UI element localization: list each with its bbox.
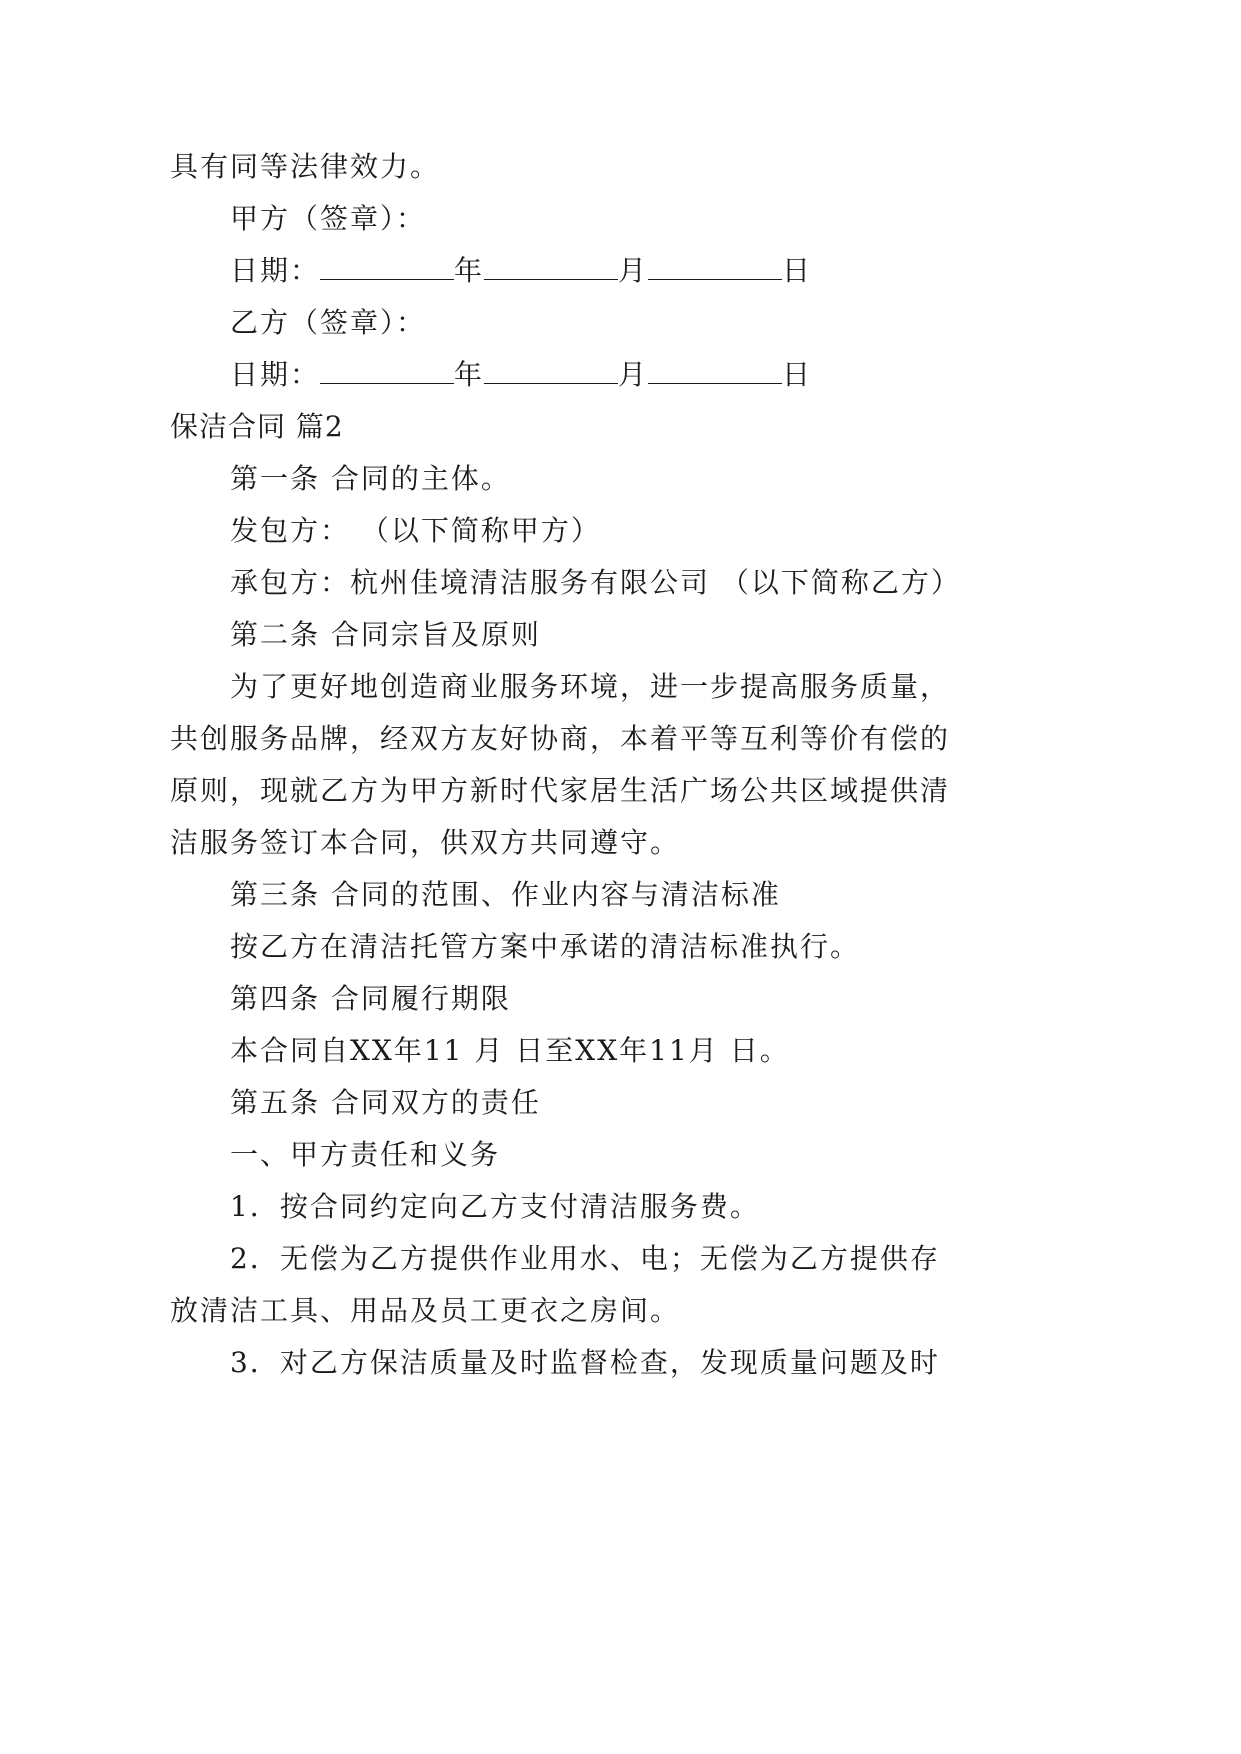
paragraph-line: 本合同自XX年11 月 日至XX年11月 日。 xyxy=(230,1034,790,1067)
year-label: 年 xyxy=(454,254,485,287)
date-label: 日期： xyxy=(230,254,321,287)
list-item: 1．按合同约定向乙方支付清洁服务费。 xyxy=(230,1190,760,1223)
subsection-heading: 一、甲方责任和义务 xyxy=(230,1138,501,1171)
month-blank xyxy=(484,255,618,280)
paragraph-line: 为了更好地创造商业服务环境，进一步提高服务质量， xyxy=(230,670,951,703)
paragraph-line: 洁服务签订本合同，供双方共同遵守。 xyxy=(170,826,681,859)
section-title: 保洁合同 篇2 xyxy=(170,410,344,443)
paragraph-line: 承包方：杭州佳境清洁服务有限公司 （以下简称乙方） xyxy=(230,566,961,599)
paragraph-line: 发包方： （以下简称甲方） xyxy=(230,514,601,547)
list-item: 2．无偿为乙方提供作业用水、电；无偿为乙方提供存 xyxy=(230,1242,940,1275)
date-label: 日期： xyxy=(230,358,321,391)
party-b-date-line xyxy=(230,358,812,392)
party-b-signature-label: 乙方（签章）： xyxy=(230,306,427,339)
article-heading: 第四条 合同履行期限 xyxy=(230,982,511,1015)
paragraph-line: 放清洁工具、用品及员工更衣之房间。 xyxy=(170,1294,681,1327)
month-label: 月 xyxy=(618,358,649,391)
paragraph-line: 按乙方在清洁托管方案中承诺的清洁标准执行。 xyxy=(230,930,861,963)
party-a-signature-label: 甲方（签章）： xyxy=(230,202,427,235)
year-blank xyxy=(320,359,454,384)
day-blank xyxy=(648,255,782,280)
article-heading: 第五条 合同双方的责任 xyxy=(230,1086,541,1119)
paragraph-line: 具有同等法律效力。 xyxy=(170,150,441,183)
year-label: 年 xyxy=(454,358,485,391)
month-label: 月 xyxy=(618,254,649,287)
day-label: 日 xyxy=(782,254,813,287)
day-label: 日 xyxy=(782,358,813,391)
article-heading: 第三条 合同的范围、作业内容与清洁标准 xyxy=(230,878,781,911)
list-item: 3．对乙方保洁质量及时监督检查，发现质量问题及时 xyxy=(230,1346,940,1379)
paragraph-line: 共创服务品牌，经双方友好协商，本着平等互利等价有偿的 xyxy=(170,722,951,755)
article-heading: 第二条 合同宗旨及原则 xyxy=(230,618,541,651)
party-a-date-line xyxy=(230,254,812,288)
year-blank xyxy=(320,255,454,280)
day-blank xyxy=(648,359,782,384)
month-blank xyxy=(484,359,618,384)
article-heading: 第一条 合同的主体。 xyxy=(230,462,511,495)
paragraph-line: 原则，现就乙方为甲方新时代家居生活广场公共区域提供清 xyxy=(170,774,951,807)
